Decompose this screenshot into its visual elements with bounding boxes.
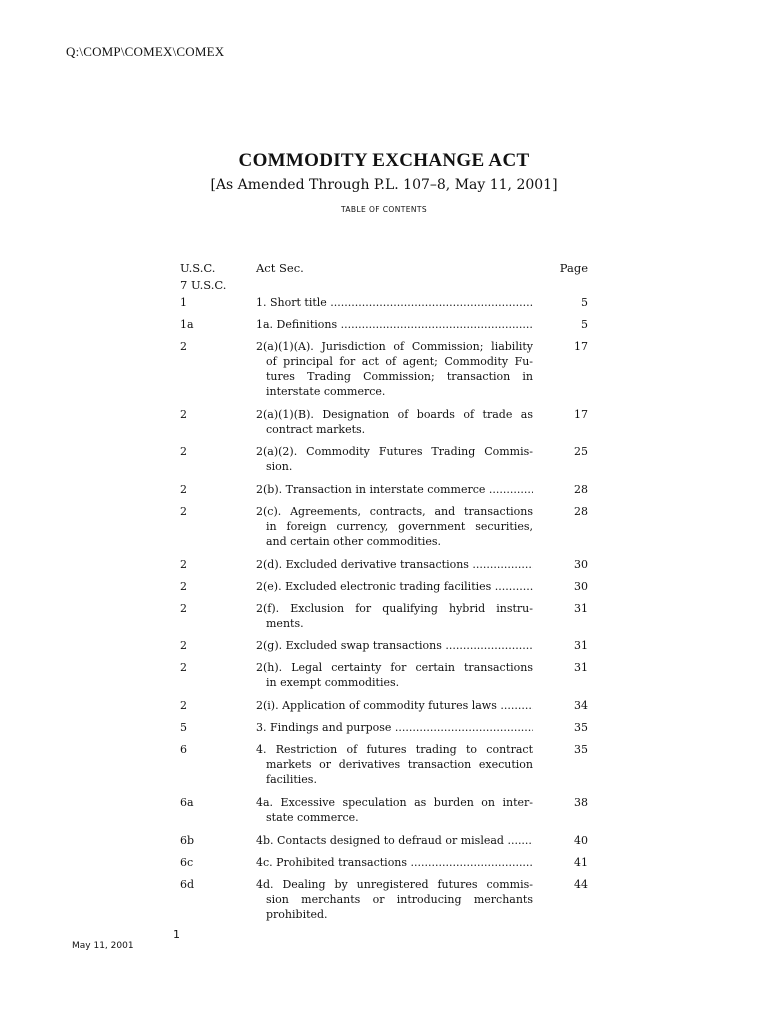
toc-page-cell: 17 — [574, 340, 588, 353]
toc-usc-cell: 2 — [180, 483, 187, 496]
toc-usc-cell: 2 — [180, 558, 187, 571]
toc-section-line: prohibited. — [266, 908, 328, 921]
toc-page-cell: 35 — [574, 721, 588, 734]
toc-section-cell — [256, 407, 533, 437]
toc-section-cell — [256, 698, 533, 713]
toc-usc-cell: 6c — [180, 856, 194, 869]
document-subtitle: [As Amended Through P.L. 107–8, May 11, 2001] — [210, 177, 558, 193]
toc-usc-cell: 2 — [180, 602, 187, 615]
toc-section-line: and certain other commodities. — [266, 535, 441, 548]
toc-section-line: 3. Findings and purpose ..... — [256, 720, 533, 735]
toc-section-line: 2(f). Exclusion for qualifying hybrid instru- — [256, 602, 533, 615]
toc-usc-cell: 2 — [180, 505, 187, 518]
toc-section-line: markets or derivatives transaction execution — [266, 758, 533, 771]
toc-section-line: 2(i). Application of commodity futures laws ..... — [256, 698, 533, 713]
toc-section-line: 2(e). Excluded electronic trading facilities ..... — [256, 579, 533, 594]
toc-usc-cell: 2 — [180, 661, 187, 674]
toc-section-cell — [256, 855, 533, 870]
toc-usc-cell: 2 — [180, 639, 187, 652]
toc-section-line: facilities. — [266, 773, 317, 786]
column-header-usc-sub: 7 U.S.C. — [180, 278, 227, 292]
document-title: COMMODITY EXCHANGE ACT — [238, 150, 530, 171]
toc-usc-cell: 2 — [180, 408, 187, 421]
toc-section-line: 4a. Excessive speculation as burden on inter- — [256, 796, 533, 809]
toc-section-cell — [256, 317, 533, 332]
toc-section-line: 1a. Definitions ..... — [256, 317, 533, 332]
toc-page-cell: 31 — [574, 639, 588, 652]
toc-usc-cell: 1 — [180, 296, 187, 309]
toc-section-line: sion merchants or introducing merchants — [266, 893, 533, 906]
toc-label: TABLE OF CONTENTS — [340, 205, 427, 214]
toc-page-cell: 44 — [574, 878, 588, 891]
toc-section-line: ments. — [266, 617, 304, 630]
toc-section-line: 1. Short title ..... — [256, 295, 533, 310]
toc-page-cell: 31 — [574, 661, 588, 674]
toc-usc-cell: 2 — [180, 445, 187, 458]
column-header-act-sec: Act Sec. — [256, 261, 304, 275]
toc-section-line: 2(b). Transaction in interstate commerce ..... — [256, 482, 533, 497]
toc-page-cell: 34 — [574, 699, 588, 712]
toc-section-cell — [256, 339, 533, 399]
toc-section-line: 2(a)(1)(B). Designation of boards of trade as — [256, 408, 533, 421]
toc-usc-cell: 2 — [180, 580, 187, 593]
toc-page-cell: 28 — [574, 505, 588, 518]
toc-page-cell: 25 — [574, 445, 588, 458]
toc-section-line: sion. — [266, 460, 293, 473]
toc-page-cell: 40 — [574, 834, 588, 847]
toc-page-cell: 5 — [581, 296, 588, 309]
toc-page-cell: 41 — [574, 856, 588, 869]
toc-section-line: 4. Restriction of futures trading to contract — [256, 743, 533, 756]
toc-page-cell: 17 — [574, 408, 588, 421]
toc-page-cell: 30 — [574, 580, 588, 593]
toc-page-cell: 31 — [574, 602, 588, 615]
toc-usc-cell: 6b — [180, 834, 195, 847]
toc-section-line: 2(d). Excluded derivative transactions ..... — [256, 557, 533, 572]
toc-section-line: state commerce. — [266, 811, 359, 824]
toc-page-cell: 30 — [574, 558, 588, 571]
toc-section-cell — [256, 720, 533, 735]
toc-section-cell — [256, 795, 533, 825]
column-header-page: Page — [559, 261, 588, 275]
toc-section-cell — [256, 833, 533, 848]
toc-section-cell — [256, 295, 533, 310]
toc-section-line: interstate commerce. — [266, 385, 386, 398]
toc-section-line: 4d. Dealing by unregistered futures commis- — [256, 878, 533, 891]
toc-section-cell — [256, 638, 533, 653]
toc-page-cell: 38 — [574, 796, 588, 809]
toc-section-line: in exempt commodities. — [266, 676, 400, 689]
toc-usc-cell: 6 — [180, 743, 187, 756]
toc-section-line: contract markets. — [266, 423, 366, 436]
page-number: 1 — [173, 928, 180, 941]
toc-usc-cell: 2 — [180, 699, 187, 712]
toc-usc-cell: 2 — [180, 340, 187, 353]
toc-section-cell — [256, 444, 533, 474]
toc-section-line: 4b. Contacts designed to defraud or mislead ..... — [256, 833, 533, 848]
toc-section-cell — [256, 742, 533, 787]
toc-page-cell: 5 — [581, 318, 588, 331]
toc-usc-cell: 5 — [180, 721, 187, 734]
toc-usc-cell: 6d — [180, 878, 195, 891]
toc-section-line: 2(a)(2). Commodity Futures Trading Commis- — [256, 445, 533, 458]
toc-section-line: of principal for act of agent; Commodity Fu- — [266, 355, 533, 368]
toc-usc-cell: 1a — [180, 318, 194, 331]
toc-section-cell — [256, 579, 533, 594]
toc-section-line: 2(a)(1)(A). Jurisdiction of Commission; liability — [256, 340, 533, 353]
toc-section-cell — [256, 660, 533, 690]
toc-section-cell — [256, 504, 533, 549]
toc-section-line: 2(h). Legal certainty for certain transactions — [256, 661, 533, 674]
toc-section-cell — [256, 601, 533, 631]
toc-section-cell — [256, 482, 533, 497]
file-path: Q:\COMP\COMEX\COMEX — [66, 44, 225, 59]
toc-section-cell — [256, 877, 533, 922]
toc-page-cell: 35 — [574, 743, 588, 756]
footer-date: May 11, 2001 — [72, 941, 134, 951]
toc-section-line: 2(c). Agreements, contracts, and transactions — [256, 505, 533, 518]
toc-section-line: tures Trading Commission; transaction in — [266, 370, 533, 383]
column-header-usc: U.S.C. — [180, 261, 216, 275]
toc-usc-cell: 6a — [180, 796, 194, 809]
toc-section-cell — [256, 557, 533, 572]
toc-section-line: 4c. Prohibited transactions ..... — [256, 855, 533, 870]
toc-page-cell: 28 — [574, 483, 588, 496]
toc-section-line: 2(g). Excluded swap transactions ..... — [256, 638, 533, 653]
toc-section-line: in foreign currency, government securities, — [266, 520, 533, 533]
